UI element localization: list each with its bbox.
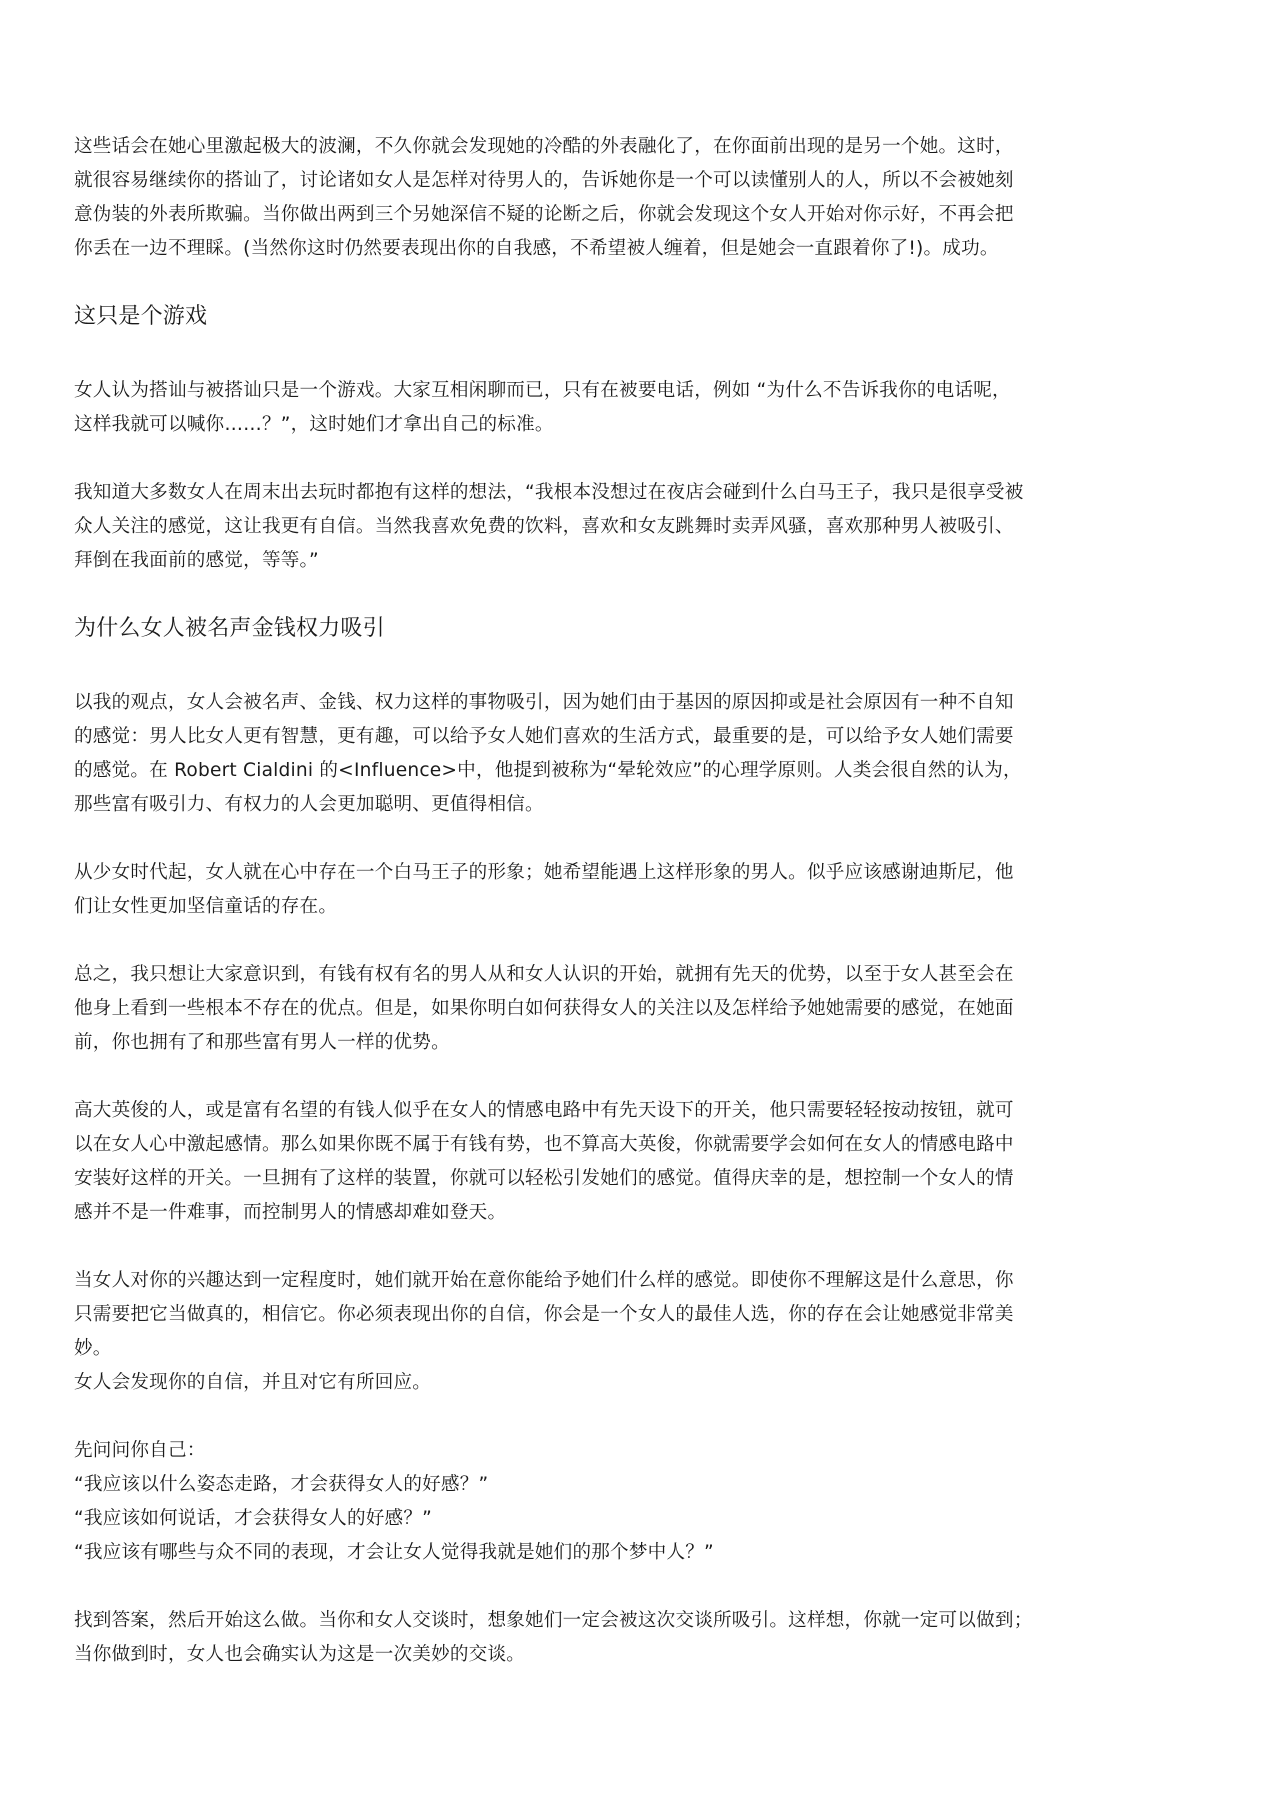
paragraph-innate-advantage bbox=[74, 958, 1204, 1060]
text-line: 的感觉：男人比女人更有智慧，更有趣，可以给予女人她们喜欢的生活方式，最重要的是，可以给予女人她们需要 bbox=[74, 726, 1014, 747]
paragraph-self-questions bbox=[74, 1434, 1204, 1570]
text-line: 以我的观点，女人会被名声、金钱、权力这样的事物吸引，因为她们由于基因的原因抑或是社会原因有一种不自知 bbox=[74, 692, 1014, 713]
text-line: 你丢在一边不理睬。(当然你这时仍然要表现出你的自我感，不希望被人缠着，但是她会一直跟着你了!)。成功。 bbox=[74, 238, 999, 259]
text-line: 当你做到时，女人也会确实认为这是一次美妙的交谈。 bbox=[74, 1644, 526, 1665]
paragraph-emotional-circuit bbox=[74, 1094, 1204, 1230]
paragraph-conversation-success bbox=[74, 130, 1204, 266]
text-line: 我知道大多数女人在周末出去玩时都抱有这样的想法，“我根本没想过在夜店会碰到什么白马王子，我只是很享受被 bbox=[74, 482, 1024, 503]
text-line: 意伪装的外表所欺骗。当你做出两到三个另她深信不疑的论断之后，你就会发现这个女人开始对你示好，不再会把 bbox=[74, 204, 1014, 225]
text-line: 总之，我只想让大家意识到，有钱有权有名的男人从和女人认识的开始，就拥有先天的优势，以至于女人甚至会在 bbox=[74, 964, 1014, 985]
text-line: 这样我就可以喊你……？”，这时她们才拿出自己的标准。 bbox=[74, 414, 554, 435]
text-line: 那些富有吸引力、有权力的人会更加聪明、更值得相信。 bbox=[74, 794, 544, 815]
text-line: 女人认为搭讪与被搭讪只是一个游戏。大家互相闲聊而已，只有在被要电话，例如 “为什么不告诉我你的电话呢， bbox=[74, 380, 1011, 401]
text-line: 当女人对你的兴趣达到一定程度时，她们就开始在意你能给予她们什么样的感觉。即使你不理解这是什么意思，你 bbox=[74, 1270, 1014, 1291]
text-line: 拜倒在我面前的感觉，等等。” bbox=[74, 550, 319, 571]
text-line: 从少女时代起，女人就在心中存在一个白马王子的形象；她希望能遇上这样形象的男人。似乎应该感谢迪斯尼，他 bbox=[74, 862, 1014, 883]
text-line: 高大英俊的人，或是富有名望的有钱人似乎在女人的情感电路中有先天设下的开关，他只需要轻轻按动按钮，就可 bbox=[74, 1100, 1014, 1121]
paragraph-prince-charming bbox=[74, 856, 1204, 924]
text-line: 感并不是一件难事，而控制男人的情感却难如登天。 bbox=[74, 1202, 507, 1223]
text-line: 们让女性更加坚信童话的存在。 bbox=[74, 896, 338, 917]
text-line: 前，你也拥有了和那些富有男人一样的优势。 bbox=[74, 1032, 450, 1053]
text-line: 就很容易继续你的搭讪了，讨论诸如女人是怎样对待男人的，告诉她你是一个可以读懂别人的人，所以不会被她刻 bbox=[74, 170, 1014, 191]
paragraph-confidence bbox=[74, 1264, 1204, 1400]
text-line: 安装好这样的开关。一旦拥有了这样的装置，你就可以轻松引发她们的感觉。值得庆幸的是，想控制一个女人的情 bbox=[74, 1168, 1014, 1189]
text-line: “我应该以什么姿态走路，才会获得女人的好感？” bbox=[74, 1474, 489, 1495]
text-line: 找到答案，然后开始这么做。当你和女人交谈时，想象她们一定会被这次交谈所吸引。这样想，你就一定可以做到； bbox=[74, 1610, 1033, 1631]
text-line: “我应该如何说话，才会获得女人的好感？” bbox=[74, 1508, 432, 1529]
text-line: 先问问你自己： bbox=[74, 1440, 206, 1461]
document-page bbox=[74, 130, 1204, 1706]
section-heading-game: 这只是个游戏 bbox=[74, 304, 208, 329]
text-line: 的感觉。在 Robert Cialdini 的<Influence>中，他提到被称为“晕轮效应”的心理学原则。人类会很自然的认为， bbox=[74, 760, 1022, 781]
text-line: 众人关注的感觉，这让我更有自信。当然我喜欢免费的饮料，喜欢和女友跳舞时卖弄风骚，喜欢那种男人被吸引、 bbox=[74, 516, 1014, 537]
section-heading-fame-money-power: 为什么女人被名声金钱权力吸引 bbox=[74, 616, 385, 641]
text-line: 这些话会在她心里激起极大的波澜，不久你就会发现她的冷酷的外表融化了，在你面前出现的是另一个她。这时， bbox=[74, 136, 1014, 157]
paragraph-halo-effect bbox=[74, 686, 1204, 822]
paragraph-game-intro bbox=[74, 374, 1204, 442]
paragraph-find-answers bbox=[74, 1604, 1204, 1672]
text-line: 只需要把它当做真的，相信它。你必须表现出你的自信，你会是一个女人的最佳人选，你的存在会让她感觉非常美 bbox=[74, 1304, 1014, 1325]
text-line: 女人会发现你的自信，并且对它有所回应。 bbox=[74, 1372, 432, 1393]
text-line: 妙。 bbox=[74, 1338, 112, 1359]
text-line: 以在女人心中激起感情。那么如果你既不属于有钱有势，也不算高大英俊，你就需要学会如何在女人的情感电路中 bbox=[74, 1134, 1014, 1155]
text-line: 他身上看到一些根本不存在的优点。但是，如果你明白如何获得女人的关注以及怎样给予她她需要的感觉，在她面 bbox=[74, 998, 1014, 1019]
text-line: “我应该有哪些与众不同的表现，才会让女人觉得我就是她们的那个梦中人？” bbox=[74, 1542, 714, 1563]
paragraph-weekend-thoughts bbox=[74, 476, 1204, 578]
